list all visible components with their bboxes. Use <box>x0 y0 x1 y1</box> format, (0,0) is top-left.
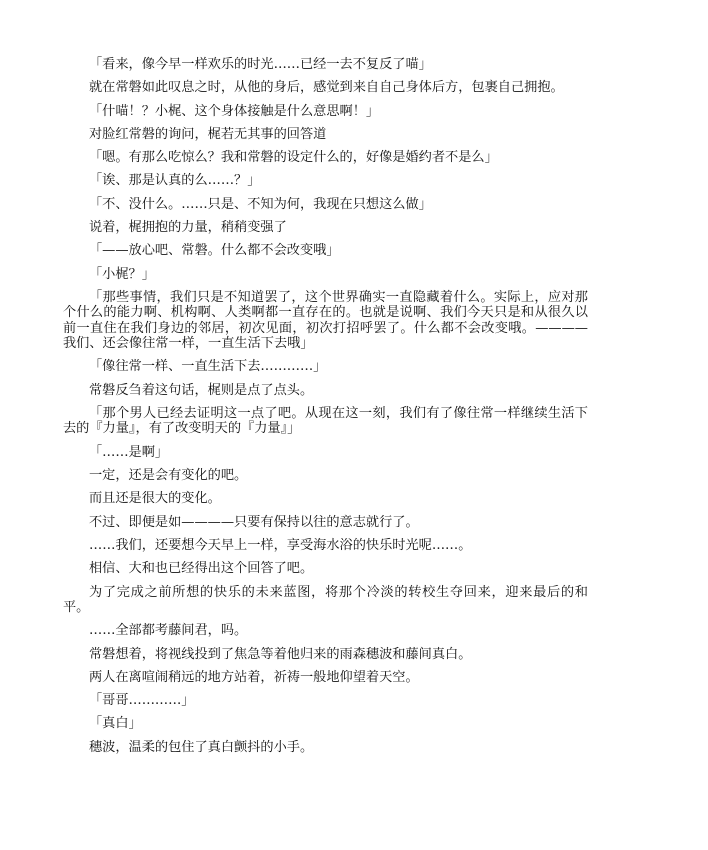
paragraph: 「诶、那是认真的么……？」 <box>89 173 261 189</box>
paragraph: 「那个男人已经去证明这一点了吧。从现在这一刻，我们有了像往常一样继续生活下去的『力量』，有了改变明天的『力量』」 <box>63 406 588 437</box>
paragraph: 穗波，温柔的包住了真白颤抖的小手。 <box>89 739 314 755</box>
paragraph: 「什喵！？小梶、这个身体接触是什么意思啊！」 <box>89 103 380 119</box>
paragraph: ……全部都考藤间君，吗。 <box>89 623 248 639</box>
paragraph: 「小梶？」 <box>89 266 155 282</box>
paragraph: 而且还是很大的变化。 <box>89 491 221 507</box>
paragraph: 常磐反刍着这句话，梶则是点了点头。 <box>89 382 314 398</box>
paragraph: 「那些事情，我们只是不知道罢了，这个世界确实一直隐藏着什么。实际上，应对那个什么的能力啊、机构啊、人类啊都一直存在的。也就是说啊、我们今天只是和从很久以前一直住在我们身边的邻居，初次见面，初次打招呼罢了。什么都不会改变哦。————我们、还会像往常一样，一直生活下去哦」 <box>63 289 588 352</box>
paragraph: 说着，梶拥抱的力量，稍稍变强了 <box>89 220 287 236</box>
paragraph: 不过、即便是如————只要有保持以往的意志就行了。 <box>89 514 419 530</box>
paragraph: 「像往常一样、一直生活下去…………」 <box>89 359 327 375</box>
paragraph: 一定，还是会有变化的吧。 <box>89 468 248 484</box>
paragraph: 对脸红常磐的询问，梶若无其事的回答道 <box>89 126 327 142</box>
paragraph: 「真白」 <box>89 716 142 732</box>
paragraph: 两人在离喧闹稍远的地方站着，祈祷一般地仰望着天空。 <box>89 669 419 685</box>
paragraph: 为了完成之前所想的快乐的未来蓝图，将那个冷淡的转校生夺回来，迎来最后的和平。 <box>63 584 588 615</box>
paragraph: 「……是啊」 <box>89 444 169 460</box>
paragraph: 「看来，像今早一样欢乐的时光……已经一去不复反了喵」 <box>89 57 432 72</box>
paragraph: 「不、没什么。……只是、不知为何，我现在只想这么做」 <box>89 196 432 212</box>
paragraph: 「哥哥…………」 <box>89 693 195 709</box>
paragraph: 相信、大和也已经得出这个回答了吧。 <box>89 561 314 577</box>
paragraph: 「嗯。有那么吃惊么？我和常磐的设定什么的，好像是婚约者不是么」 <box>89 150 498 166</box>
paragraph: 「——放心吧、常磐。什么都不会改变哦」 <box>89 243 340 259</box>
paragraph: 就在常磐如此叹息之时，从他的身后，感觉到来自自己身体后方，包裹自己拥抱。 <box>89 80 564 96</box>
paragraph: ……我们，还要想今天早上一样，享受海水浴的快乐时光呢……。 <box>89 537 472 553</box>
paragraph: 常磐想着，将视线投到了焦急等着他归来的雨森穗波和藤间真白。 <box>89 646 472 662</box>
